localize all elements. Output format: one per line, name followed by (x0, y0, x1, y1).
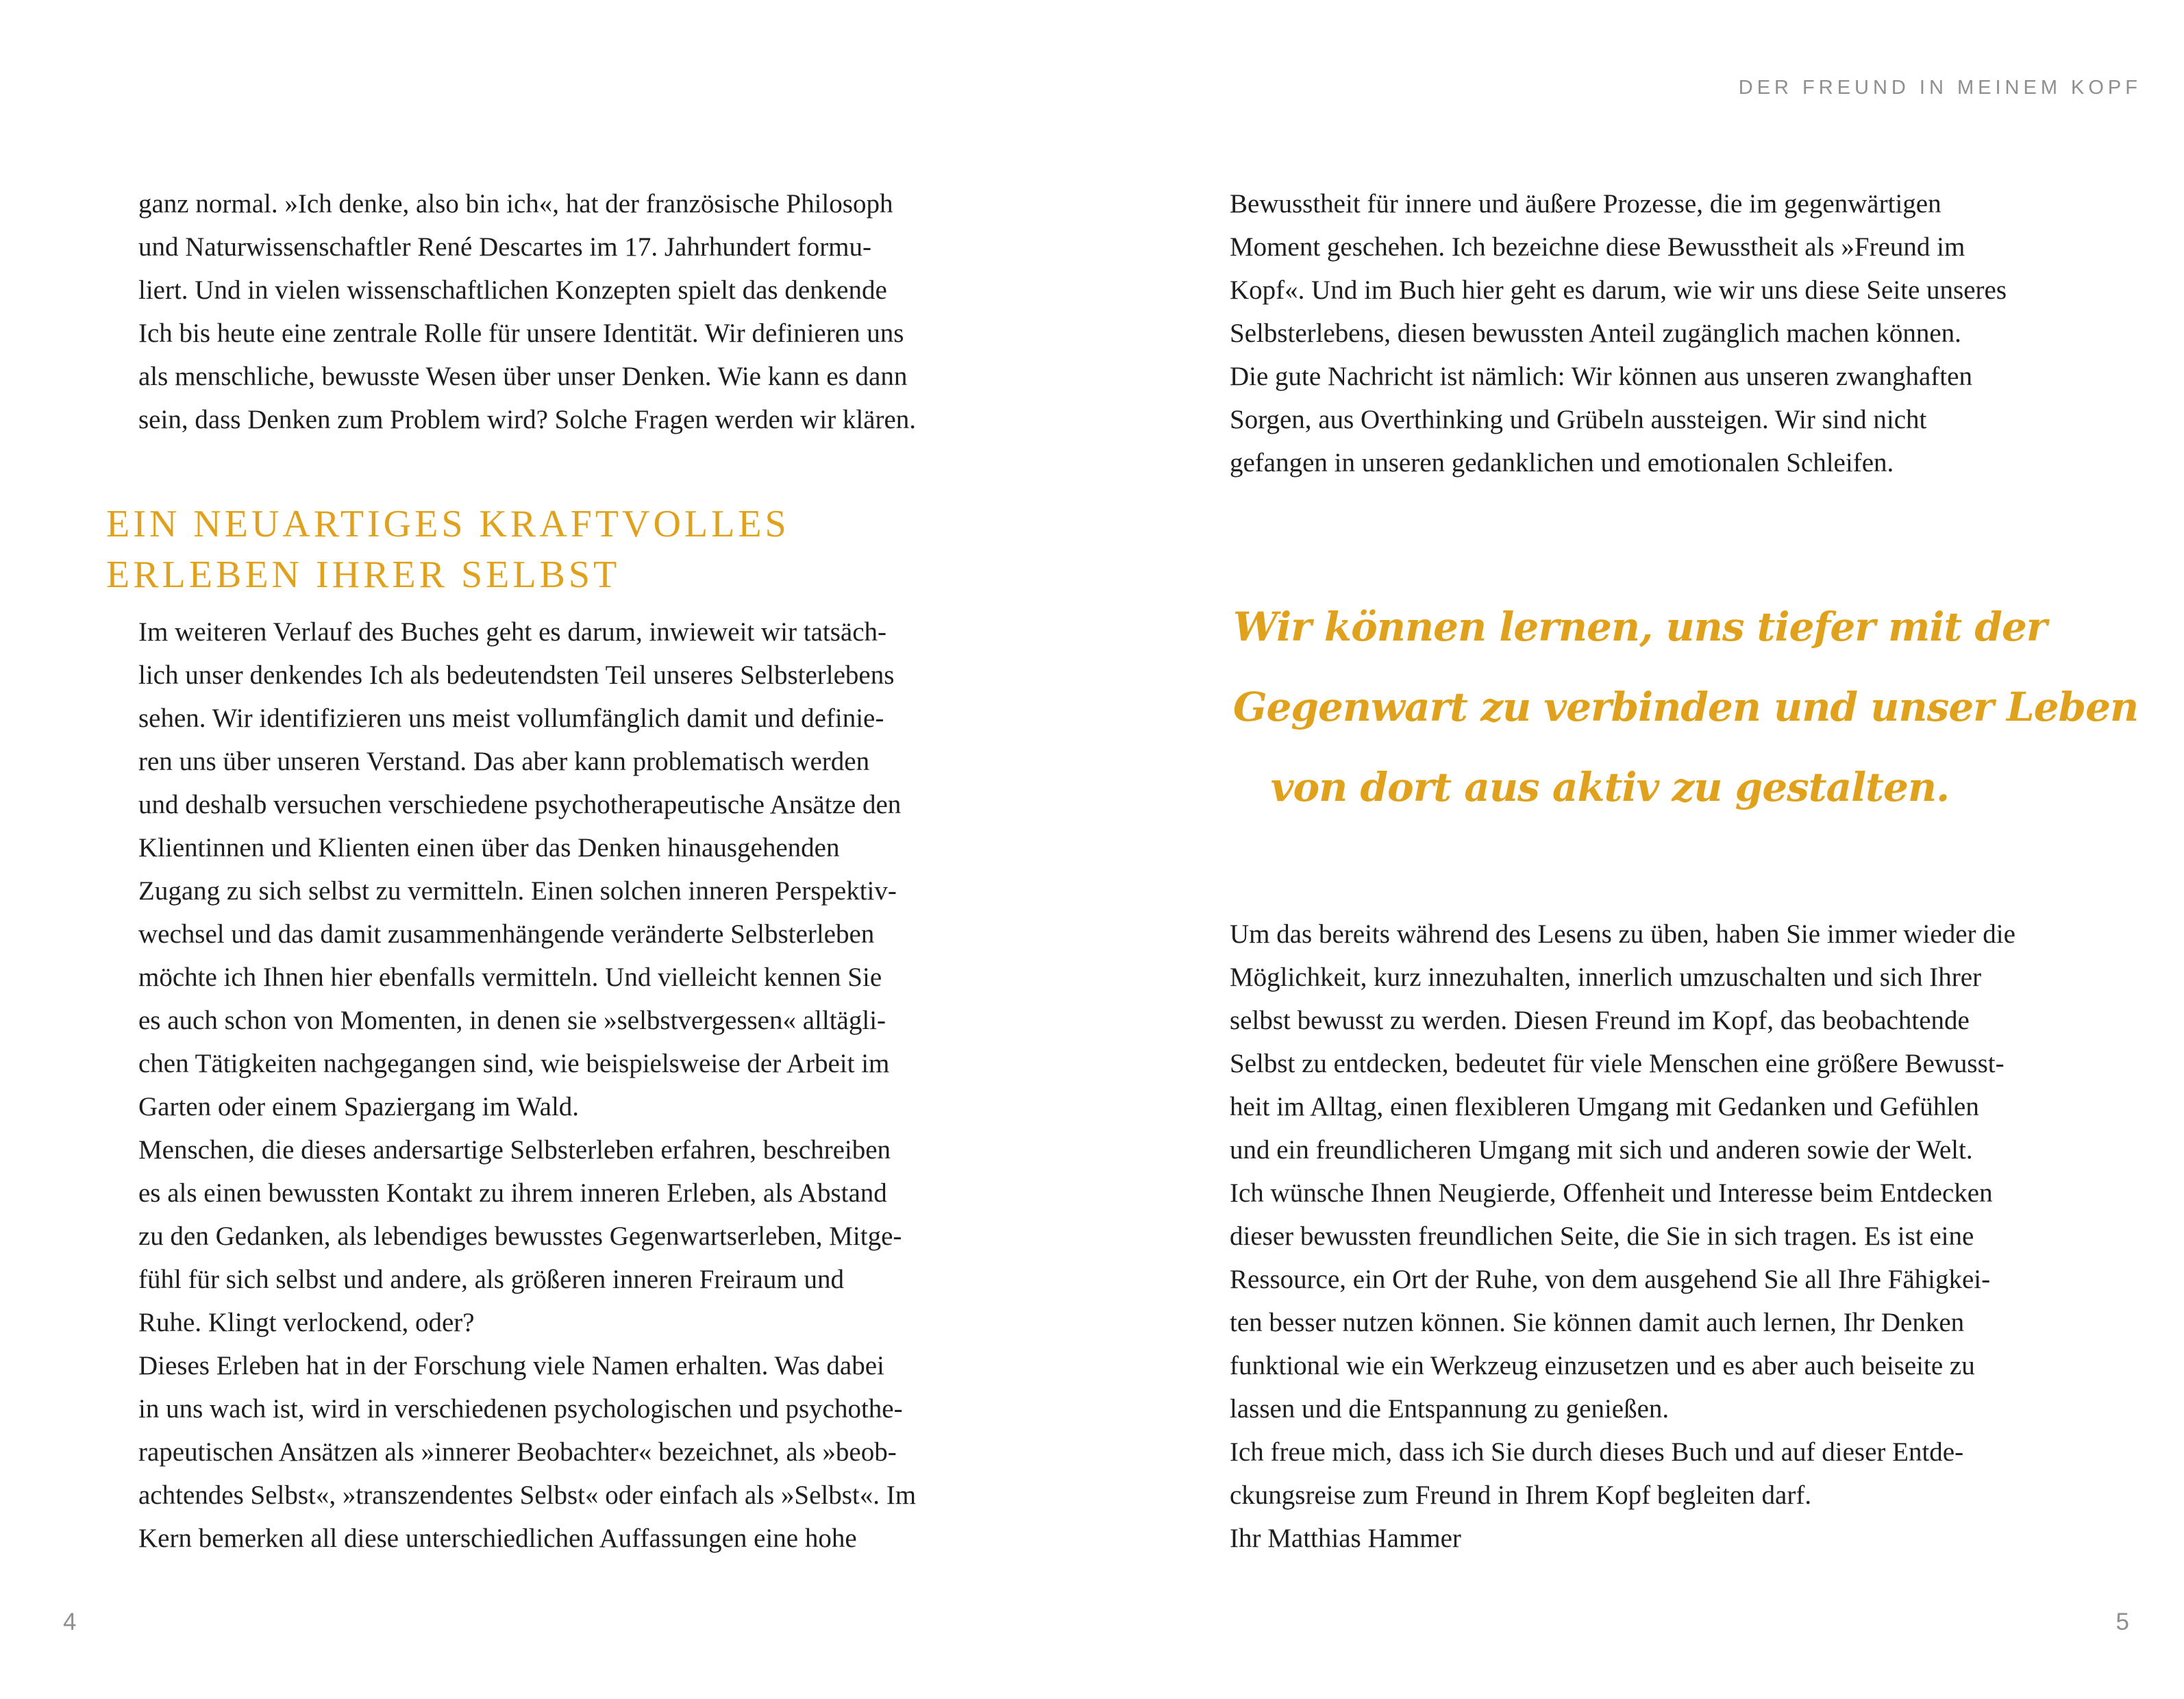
text-line: es als einen bewussten Kontakt zu ihrem inneren Erleben, als Abstand (138, 1178, 887, 1208)
text-line: wechsel und das damit zusammenhängende veränderte Selbsterleben (138, 919, 875, 949)
text-line: liert. Und in vielen wissenschaftlichen Konzepten spielt das denkende (138, 275, 887, 305)
quote-line: von dort aus aktiv zu gestalten. (1270, 764, 1950, 810)
text-line: Kopf«. Und im Buch hier geht es darum, wie wir uns diese Seite unseres (1230, 275, 2007, 305)
text-line: sehen. Wir identifizieren uns meist vollumfänglich damit und definie- (138, 704, 884, 733)
text-line: fühl für sich selbst und andere, als größeren inneren Freiraum und (138, 1265, 844, 1294)
text-line: Sorgen, aus Overthinking und Grübeln aussteigen. Wir sind nicht (1230, 405, 1927, 434)
text-line: als menschliche, bewusste Wesen über unser Denken. Wie kann es dann (138, 362, 908, 391)
text-line: rapeutischen Ansätzen als »innerer Beobachter« bezeichnet, als »beob- (138, 1437, 897, 1467)
text-line: funktional wie ein Werkzeug einzusetzen und es aber auch beiseite zu (1230, 1351, 1975, 1380)
text-line: Kern bemerken all diese unterschiedlichen Auffassungen eine hohe (138, 1524, 857, 1553)
quote-line: Gegenwart zu verbinden und unser Leben (1233, 684, 2139, 730)
text-line: ckungsreise zum Freund in Ihrem Kopf begleiten darf. (1230, 1480, 1812, 1510)
text-line: chen Tätigkeiten nachgegangen sind, wie beispielsweise der Arbeit im (138, 1049, 890, 1078)
heading-line: ERLEBEN IHRER SELBST (106, 554, 621, 596)
text-line: und ein freundlicheren Umgang mit sich und anderen sowie der Welt. (1230, 1135, 1973, 1165)
text-line: heit im Alltag, einen flexibleren Umgang mit Gedanken und Gefühlen (1230, 1092, 1979, 1121)
text-line: ganz normal. »Ich denke, also bin ich«, hat der französische Philosoph (138, 189, 893, 219)
quote-line: Wir können lernen, uns tiefer mit der (1233, 604, 2047, 650)
text-line: Bewusstheit für innere und äußere Prozesse, die im gegenwärtigen (1230, 189, 1941, 219)
page-number-left: 4 (63, 1609, 77, 1635)
text-line: Möglichkeit, kurz innezuhalten, innerlich umzuschalten und sich Ihrer (1230, 963, 1982, 992)
text-line: und deshalb versuchen verschiedene psychotherapeutische Ansätze den (138, 790, 902, 819)
text-line: Ressource, ein Ort der Ruhe, von dem ausgehend Sie all Ihre Fähigkei- (1230, 1265, 1991, 1294)
text-line: möchte ich Ihnen hier ebenfalls vermitteln. Und vielleicht kennen Sie (138, 963, 882, 992)
text-line: Dieses Erleben hat in der Forschung viele Namen erhalten. Was dabei (138, 1351, 884, 1380)
text-line: Um das bereits während des Lesens zu üben, haben Sie immer wieder die (1230, 919, 2015, 949)
text-line: Ich bis heute eine zentrale Rolle für unsere Identität. Wir definieren uns (138, 319, 904, 348)
text-line: Ich wünsche Ihnen Neugierde, Offenheit und Interesse beim Entdecken (1230, 1178, 1993, 1208)
text-line: es auch schon von Momenten, in denen sie »selbstvergessen« alltägli- (138, 1006, 886, 1035)
text-line: gefangen in unseren gedanklichen und emotionalen Schleifen. (1230, 448, 1894, 478)
text-line: zu den Gedanken, als lebendiges bewusstes Gegenwartserleben, Mitge- (138, 1221, 902, 1251)
heading-line: EIN NEUARTIGES KRAFTVOLLES (106, 503, 790, 545)
author-signoff: Ihr Matthias Hammer (1230, 1524, 1461, 1553)
text-line: in uns wach ist, wird in verschiedenen psychologischen und psychothe- (138, 1394, 903, 1424)
text-line: Im weiteren Verlauf des Buches geht es darum, inwieweit wir tatsäch- (138, 617, 886, 647)
text-line: Selbsterlebens, diesen bewussten Anteil zugänglich machen können. (1230, 319, 1961, 348)
running-header: DER FREUND IN MEINEM KOPF (1738, 77, 2142, 99)
text-line: Ich freue mich, dass ich Sie durch dieses Buch und auf dieser Entde- (1230, 1437, 1964, 1467)
text-line: Moment geschehen. Ich bezeichne diese Bewusstheit als »Freund im (1230, 232, 1965, 262)
text-line: sein, dass Denken zum Problem wird? Solche Fragen werden wir klären. (138, 405, 917, 434)
text-line: und Naturwissenschaftler René Descartes im 17. Jahrhundert formu- (138, 232, 872, 262)
page-number-right: 5 (2115, 1609, 2129, 1635)
text-line: Zugang zu sich selbst zu vermitteln. Einen solchen inneren Perspektiv- (138, 876, 897, 906)
text-line: dieser bewussten freundlichen Seite, die Sie in sich tragen. Es ist eine (1230, 1221, 1974, 1251)
text-line: Ruhe. Klingt verlockend, oder? (138, 1308, 475, 1337)
text-line: ren uns über unseren Verstand. Das aber kann problematisch werden (138, 747, 870, 776)
text-line: ten besser nutzen können. Sie können damit auch lernen, Ihr Denken (1230, 1308, 1965, 1337)
text-line: achtendes Selbst«, »transzendentes Selbst« oder einfach als »Selbst«. Im (138, 1480, 917, 1510)
text-line: Selbst zu entdecken, bedeutet für viele Menschen eine größere Bewusst- (1230, 1049, 2005, 1078)
text-line: Garten oder einem Spaziergang im Wald. (138, 1092, 580, 1121)
text-line: Klientinnen und Klienten einen über das Denken hinausgehenden (138, 833, 840, 863)
text-line: lassen und die Entspannung zu genießen. (1230, 1394, 1670, 1424)
text-line: selbst bewusst zu werden. Diesen Freund im Kopf, das beobachtende (1230, 1006, 1970, 1035)
text-line: lich unser denkendes Ich als bedeutendsten Teil unseres Selbsterlebens (138, 660, 895, 690)
text-line: Die gute Nachricht ist nämlich: Wir können aus unseren zwanghaften (1230, 362, 1972, 391)
text-line: Menschen, die dieses andersartige Selbsterleben erfahren, beschreiben (138, 1135, 891, 1165)
